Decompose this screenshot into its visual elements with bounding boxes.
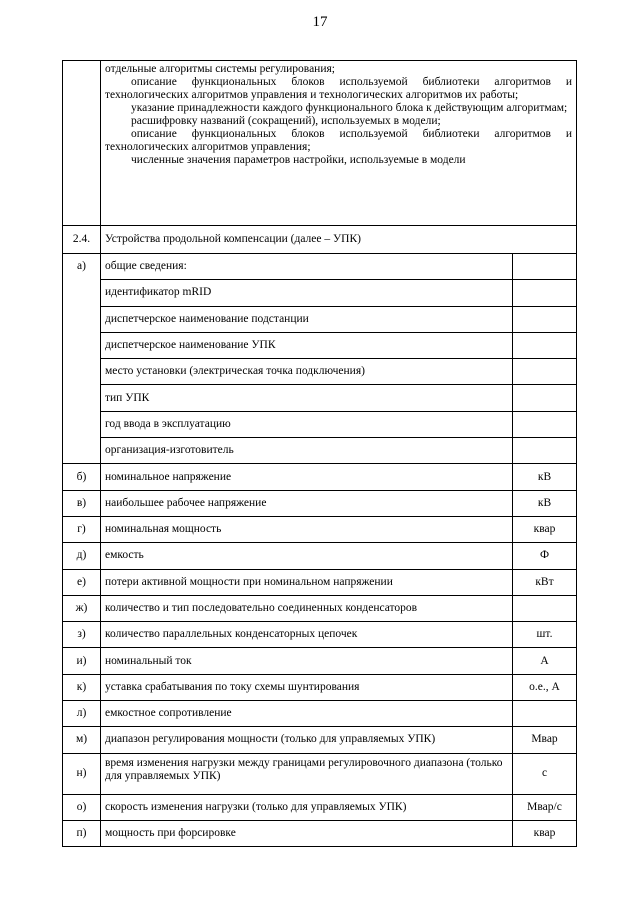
- item-label: е): [63, 569, 101, 595]
- item-unit-empty: [513, 306, 577, 332]
- continuation-paragraph: отдельные алгоритмы системы регулирования;: [105, 63, 335, 75]
- item-text: время изменения нагрузки между границами регулировочного диапазона (только для управляемых УПК): [101, 753, 513, 794]
- item-label: и): [63, 648, 101, 674]
- item-unit: кВ: [513, 490, 577, 516]
- item-unit-empty: [513, 385, 577, 411]
- item-text: место установки (электрическая точка подключения): [101, 359, 513, 385]
- item-text: мощность при форсировке: [101, 820, 513, 846]
- item-unit: Мвар: [513, 727, 577, 753]
- item-text: количество параллельных конденсаторных цепочек: [101, 622, 513, 648]
- item-text: скорость изменения нагрузки (только для управляемых УПК): [101, 794, 513, 820]
- item-text: номинальный ток: [101, 648, 513, 674]
- page-number: 17: [312, 14, 328, 30]
- continuation-paragraph: описание функциональных блоков используемой библиотеки алгоритмов и технологических алгоритмов управления и технологических алгоритмов их работы;: [105, 76, 572, 101]
- continuation-paragraph: указание принадлежности каждого функционального блока к действующим алгоритмам;: [131, 102, 568, 114]
- item-label: л): [63, 701, 101, 727]
- item-unit: квар: [513, 516, 577, 542]
- item-text: потери активной мощности при номинальном напряжении: [101, 569, 513, 595]
- group-a-row: [63, 438, 577, 464]
- item-text: диспетчерское наименование подстанции: [101, 306, 513, 332]
- group-a-row: [63, 359, 577, 385]
- item-text: уставка срабатывания по току схемы шунтирования: [101, 674, 513, 700]
- item-text: наибольшее рабочее напряжение: [101, 490, 513, 516]
- table-row: [63, 820, 577, 846]
- item-text: общие сведения:: [101, 254, 513, 280]
- item-unit: квар: [513, 820, 577, 846]
- group-a-row: [63, 280, 577, 306]
- item-unit: Мвар/с: [513, 794, 577, 820]
- group-a-row: [63, 254, 577, 280]
- item-unit-empty: [513, 254, 577, 280]
- item-label: а): [63, 254, 101, 464]
- item-text: количество и тип последовательно соединенных конденсаторов: [101, 595, 513, 621]
- group-a-row: [63, 385, 577, 411]
- table-row: [63, 595, 577, 621]
- item-unit: о.е., А: [513, 674, 577, 700]
- item-unit: кВ: [513, 464, 577, 490]
- continuation-paragraph: расшифровку названий (сокращений), используемых в модели;: [131, 115, 441, 127]
- item-text: тип УПК: [101, 385, 513, 411]
- group-a-row: [63, 411, 577, 437]
- item-text: год ввода в эксплуатацию: [101, 411, 513, 437]
- item-unit-empty: [513, 438, 577, 464]
- section-row: [63, 226, 577, 254]
- item-unit-empty: [513, 332, 577, 358]
- item-text: диапазон регулирования мощности (только для управляемых УПК): [101, 727, 513, 753]
- continuation-paragraph: описание функциональных блоков используемой библиотеки алгоритмов и технологических алгоритмов управления;: [105, 128, 572, 153]
- row-number-empty: [63, 61, 101, 226]
- item-unit: [513, 701, 577, 727]
- item-text: емкость: [101, 543, 513, 569]
- item-unit-empty: [513, 411, 577, 437]
- table-row: [63, 674, 577, 700]
- item-unit-empty: [513, 280, 577, 306]
- table-row: [63, 753, 577, 794]
- item-text: диспетчерское наименование УПК: [101, 332, 513, 358]
- table-row: [63, 569, 577, 595]
- item-label: з): [63, 622, 101, 648]
- table-row: [63, 794, 577, 820]
- item-unit: с: [513, 753, 577, 794]
- table-row: [63, 464, 577, 490]
- item-unit: А: [513, 648, 577, 674]
- continuation-paragraph: численные значения параметров настройки, используемые в модели: [131, 154, 466, 166]
- section-title: Устройства продольной компенсации (далее – УПК): [101, 226, 577, 254]
- continuation-text: [101, 61, 577, 226]
- table-row: [63, 622, 577, 648]
- item-text: идентификатор mRID: [101, 280, 513, 306]
- item-label: о): [63, 794, 101, 820]
- group-a-row: [63, 306, 577, 332]
- item-label: б): [63, 464, 101, 490]
- table-row: [63, 543, 577, 569]
- item-unit: шт.: [513, 622, 577, 648]
- table-row: [63, 701, 577, 727]
- item-text: номинальная мощность: [101, 516, 513, 542]
- item-label: в): [63, 490, 101, 516]
- item-unit: кВт: [513, 569, 577, 595]
- item-label: д): [63, 543, 101, 569]
- item-label: г): [63, 516, 101, 542]
- table-row: [63, 648, 577, 674]
- group-a-row: [63, 332, 577, 358]
- item-label: ж): [63, 595, 101, 621]
- item-label: м): [63, 727, 101, 753]
- item-text: номинальное напряжение: [101, 464, 513, 490]
- item-unit-empty: [513, 359, 577, 385]
- item-text: емкостное сопротивление: [101, 701, 513, 727]
- item-unit: Ф: [513, 543, 577, 569]
- table-row: [63, 490, 577, 516]
- item-unit: [513, 595, 577, 621]
- continuation-row: [63, 61, 577, 226]
- item-label: н): [63, 753, 101, 794]
- section-number: 2.4.: [63, 226, 101, 254]
- item-text: организация-изготовитель: [101, 438, 513, 464]
- table-row: [63, 516, 577, 542]
- item-label: п): [63, 820, 101, 846]
- parameters-table: [62, 60, 577, 847]
- item-label: к): [63, 674, 101, 700]
- table-row: [63, 727, 577, 753]
